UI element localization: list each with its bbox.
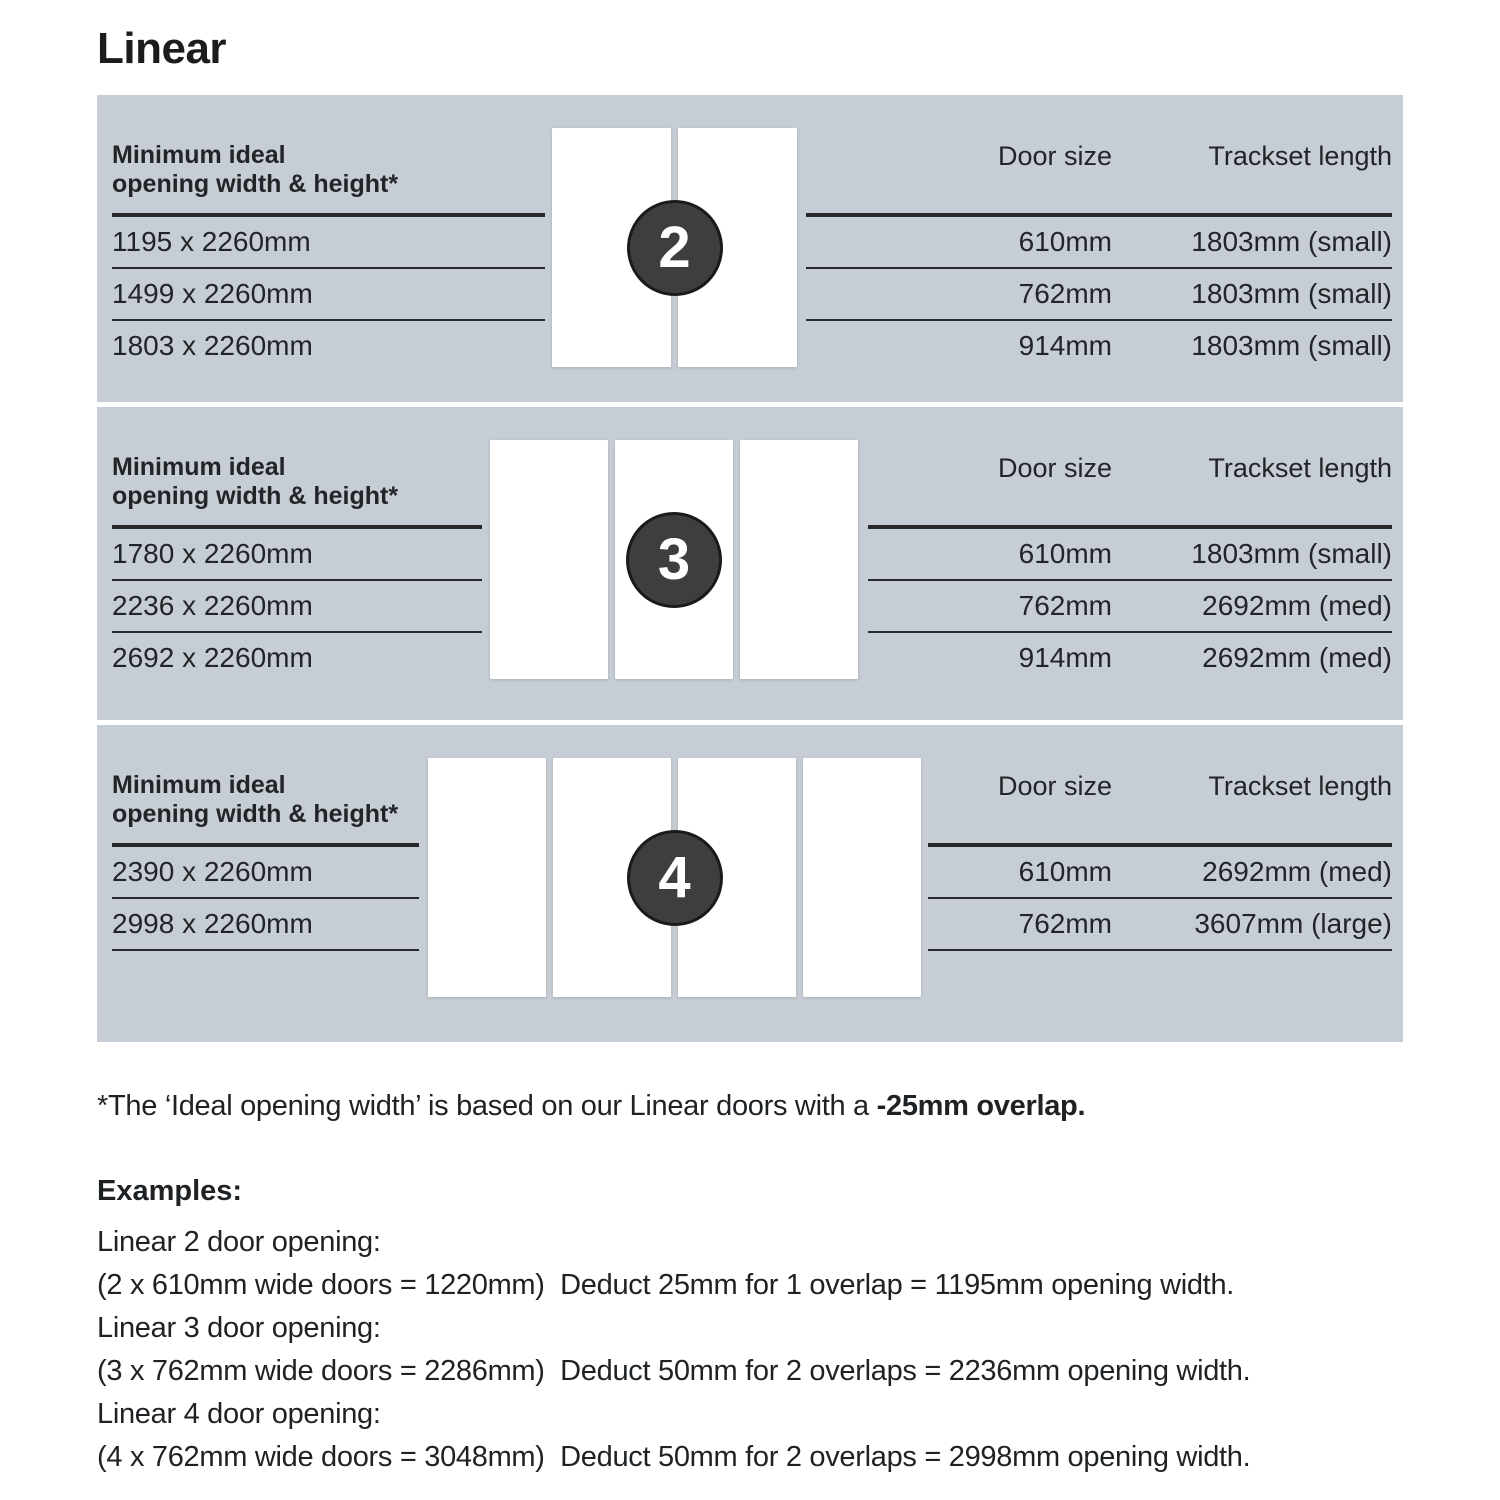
example-detail: (3 x 762mm wide doors = 2286mm) Deduct 50mm for 2 overlaps = 2236mm opening width. [97,1355,1251,1387]
door-size-value: 914mm [1018,642,1112,673]
opening-row [112,529,482,581]
door-count-badge: 2 [627,200,723,296]
trackset-length-value: 1803mm (small) [1191,226,1392,257]
door-size-value: 762mm [1018,278,1112,309]
door-panel [490,440,608,679]
example-label: Linear 2 door opening: [97,1226,381,1258]
size-columns-header [868,453,1392,525]
section-3-doors [97,402,1403,720]
trackset-length-value: 3607mm (large) [1194,908,1392,939]
opening-size-value: 2692 x 2260mm [112,642,313,673]
example-detail: (2 x 610mm wide doors = 1220mm) Deduct 25mm for 1 overlap = 1195mm opening width. [97,1269,1235,1301]
door-size-value: 610mm [1018,856,1112,887]
door-size-value: 610mm [1018,226,1112,257]
size-table [868,453,1392,683]
page-title: Linear [97,24,227,73]
section-2-doors [97,95,1403,402]
examples-heading: Examples: [97,1175,243,1207]
footnote-bold: -25mm overlap. [876,1090,1086,1122]
opening-header [112,453,482,525]
section-4-doors [97,720,1403,1042]
trackset-length-header: Trackset length [1208,141,1392,171]
opening-header-line2: opening width & height* [112,482,399,510]
door-size-header: Door size [997,141,1112,171]
spec-row [928,847,1392,899]
opening-header-line2: opening width & height* [112,800,399,828]
door-count-badge: 4 [627,830,723,926]
door-size-header: Door size [997,771,1112,801]
opening-row [112,581,482,633]
opening-row [112,321,545,371]
opening-size-value: 1195 x 2260mm [112,226,311,257]
opening-row [112,217,545,269]
opening-header-line2: opening width & height* [112,170,399,198]
opening-header-line1: Minimum ideal [112,453,286,481]
door-panel [428,758,546,997]
opening-size-value: 1803 x 2260mm [112,330,313,361]
door-count-badge: 3 [626,512,722,608]
door-diagram-3 [490,440,858,679]
trackset-length-header: Trackset length [1208,453,1392,483]
example-label: Linear 4 door opening: [97,1398,381,1430]
trackset-length-value: 1803mm (small) [1191,330,1392,361]
door-size-value: 610mm [1018,538,1112,569]
size-table [928,771,1392,951]
door-diagram-2 [552,128,797,367]
door-size-value: 762mm [1018,590,1112,621]
trackset-length-value: 2692mm (med) [1202,590,1392,621]
notes-block [97,1090,1409,1479]
opening-table [112,771,419,951]
size-table [806,141,1392,371]
opening-row [112,899,419,951]
opening-row [112,269,545,321]
example-label: Linear 3 door opening: [97,1312,381,1344]
opening-row [112,633,482,683]
opening-table [112,141,545,371]
opening-size-value: 2390 x 2260mm [112,856,313,887]
spec-row [868,581,1392,633]
door-diagram-4 [428,758,921,997]
trackset-length-value: 2692mm (med) [1202,642,1392,673]
trackset-length-header: Trackset length [1208,771,1392,801]
trackset-length-value: 1803mm (small) [1191,278,1392,309]
opening-header-line1: Minimum ideal [112,771,286,799]
spec-row [806,321,1392,371]
door-size-value: 914mm [1018,330,1112,361]
spec-row [868,529,1392,581]
size-columns-header [928,771,1392,843]
opening-row [112,847,419,899]
door-panel [740,440,858,679]
size-columns-header [806,141,1392,213]
footnote [97,1090,1409,1123]
door-size-header: Door size [997,453,1112,483]
opening-header [112,771,419,843]
example-detail: (4 x 762mm wide doors = 3048mm) Deduct 50mm for 2 overlaps = 2998mm opening width. [97,1441,1251,1473]
opening-header [112,141,545,213]
spec-row [868,633,1392,683]
opening-size-value: 2998 x 2260mm [112,908,313,939]
spec-row [806,217,1392,269]
opening-size-value: 1780 x 2260mm [112,538,313,569]
trackset-length-value: 1803mm (small) [1191,538,1392,569]
footnote-text: *The ‘Ideal opening width’ is based on our Linear doors with a [97,1090,877,1122]
door-size-value: 762mm [1018,908,1112,939]
door-panel [803,758,921,997]
spec-row [806,269,1392,321]
spec-row [928,899,1392,951]
trackset-length-value: 2692mm (med) [1202,856,1392,887]
opening-header-line1: Minimum ideal [112,141,286,169]
opening-size-value: 2236 x 2260mm [112,590,313,621]
opening-table [112,453,482,683]
opening-size-value: 1499 x 2260mm [112,278,313,309]
spec-panel [97,95,1403,1042]
